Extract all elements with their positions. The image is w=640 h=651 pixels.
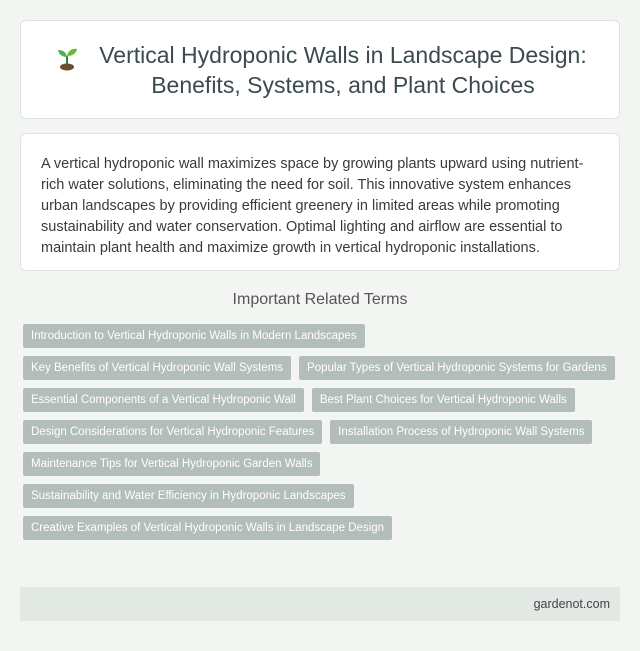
title-card [20,20,620,119]
sprout-icon [53,44,81,72]
title-row [53,40,587,100]
related-term-tag[interactable]: Essential Components of a Vertical Hydroponic Wall [23,388,304,412]
related-term-tag[interactable]: Creative Examples of Vertical Hydroponic Walls in Landscape Design [23,516,392,540]
related-term-tag[interactable]: Key Benefits of Vertical Hydroponic Wall Systems [23,356,291,380]
page-title [99,40,587,100]
title-line-2: Benefits, Systems, and Plant Choices [151,71,535,98]
related-terms-list [23,324,623,540]
related-terms-heading: Important Related Terms [232,291,408,308]
related-term-tag[interactable]: Best Plant Choices for Vertical Hydroponic Walls [312,388,575,412]
footer [20,587,620,621]
related-term-tag[interactable]: Maintenance Tips for Vertical Hydroponic Garden Walls [23,452,320,476]
related-term-tag[interactable]: Installation Process of Hydroponic Wall Systems [330,420,592,444]
related-term-tag[interactable]: Sustainability and Water Efficiency in Hydroponic Landscapes [23,484,354,508]
description-card [20,133,620,271]
related-term-tag[interactable]: Popular Types of Vertical Hydroponic Systems for Gardens [299,356,615,380]
title-line-1: Vertical Hydroponic Walls in Landscape Design: [99,41,587,68]
related-term-tag[interactable]: Introduction to Vertical Hydroponic Walls in Modern Landscapes [23,324,365,348]
related-term-tag[interactable]: Design Considerations for Vertical Hydroponic Features [23,420,322,444]
footer-site-link[interactable]: gardenot.com [533,597,610,611]
description-text: A vertical hydroponic wall maximizes space by growing plants upward using nutrient-rich water solutions, eliminating the need for soil. This innovative system enhances urban landscapes by providing efficient greenery in limited areas while promoting sustainability and water conservation. Optimal lighting and airflow are essential to maintain plant health and maximize growth in vertical hydroponic installations. [41,156,584,256]
